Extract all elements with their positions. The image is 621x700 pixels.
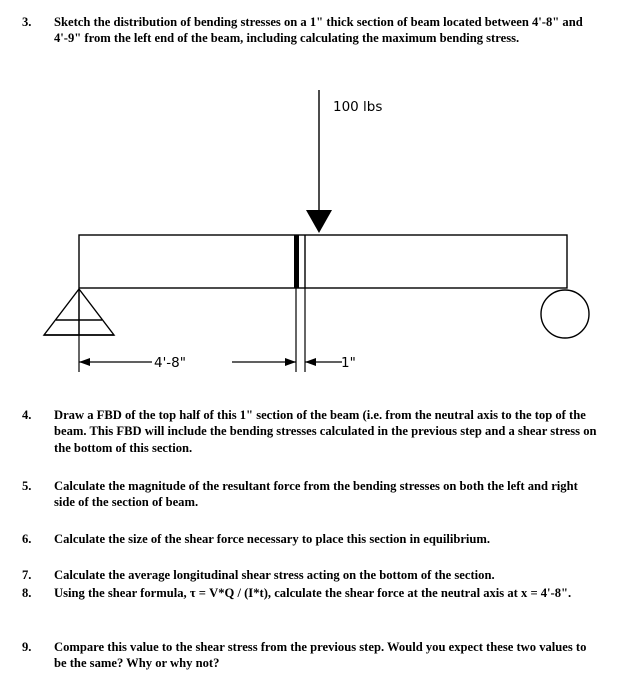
question-text: Compare this value to the shear stress from the previous step. Would you expect these two values to be the same? Why or why not? xyxy=(54,640,587,671)
question-text: Calculate the average longitudinal shear stress acting on the bottom of the section. xyxy=(54,568,495,582)
question-7 xyxy=(22,567,597,583)
question-text: Draw a FBD of the top half of this 1" section of the beam (i.e. from the neutral axis to the top of the beam. This FBD will include the bending stresses calculated in the previous step and a shear stress on the bottom of this section. xyxy=(54,408,597,455)
question-text: Sketch the distribution of bending stresses on a 1" thick section of beam located between 4'-8" and 4'-9" from the left end of the beam, including calculating the maximum bending stress. xyxy=(54,15,583,46)
question-number: 3. xyxy=(22,15,32,29)
load-arrowhead xyxy=(306,210,332,233)
question-6 xyxy=(22,531,597,547)
question-text: Calculate the magnitude of the resultant force from the bending stresses on both the left and right side of the section of beam. xyxy=(54,479,578,510)
question-number: 7. xyxy=(22,568,32,582)
question-5 xyxy=(22,478,597,511)
question-8 xyxy=(22,585,597,601)
question-4 xyxy=(22,407,597,456)
roller-support xyxy=(541,290,589,338)
load-label: 100 lbs xyxy=(333,99,383,115)
dimension-left-label: 4'-8" xyxy=(154,355,186,371)
question-text: Calculate the size of the shear force necessary to place this section in equilibrium. xyxy=(54,532,491,546)
question-number: 6. xyxy=(22,532,32,546)
question-text: Using the shear formula, τ = V*Q / (I*t), calculate the shear force at the neutral axis at x = 4'-8". xyxy=(54,586,572,600)
question-9 xyxy=(22,639,597,672)
section-cut-left xyxy=(294,235,299,288)
dimension-right-label: 1" xyxy=(341,355,356,371)
question-number: 8. xyxy=(22,586,32,600)
question-number: 4. xyxy=(22,408,32,422)
dimension-lines xyxy=(79,288,342,372)
question-number: 9. xyxy=(22,640,32,654)
question-3 xyxy=(22,14,597,47)
beam xyxy=(79,235,567,288)
question-number: 5. xyxy=(22,479,32,493)
